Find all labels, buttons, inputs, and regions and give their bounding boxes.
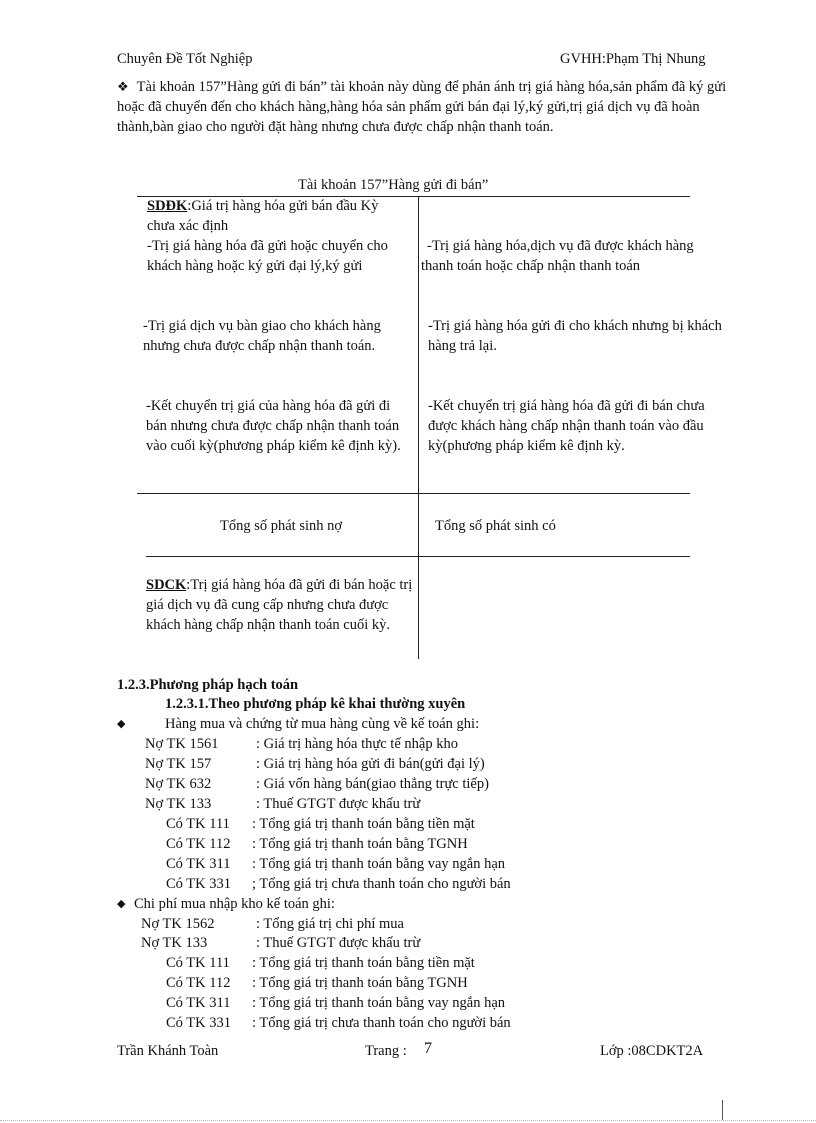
intro-text: Tài khoản 157”Hàng gửi đi bán” tài khoản này dùng để phản ánh trị giá hàng hóa,sản phẩm đã ký gửi hoặc đã chuyển đến cho khách hàng,hàng hóa sản phẩm gửi bán đại lý,ký gửi,trị giá dịch vụ đã hoàn thành,bàn giao cho người đặt hàng nhưng chưa được chấp nhận thanh toán. <box>117 79 727 135</box>
entry-account: Có TK 112 <box>166 975 231 991</box>
entry-description: : Tổng giá trị thanh toán bằng TGNH <box>252 836 468 852</box>
header-left: Chuyên Đề Tốt Nghiệp <box>117 51 253 67</box>
entry-account: Nợ TK 133 <box>145 796 212 812</box>
entry-description: : Tổng giá trị thanh toán bằng TGNH <box>252 975 468 991</box>
page-bottom-border <box>0 1120 816 1121</box>
debit-entry-1: -Trị giá hàng hóa đã gửi hoặc chuyển cho khách hàng hoặc ký gửi đại lý,ký gửi <box>147 238 388 274</box>
entry-account: Có TK 111 <box>166 955 230 971</box>
footer-page-label: Trang : <box>365 1043 407 1059</box>
diamond-bullet-icon: ◆ <box>117 898 126 910</box>
entry-account: Có TK 311 <box>166 856 231 872</box>
entry-account: Nợ TK 1561 <box>145 736 219 752</box>
entry-account: Có TK 331 <box>166 876 231 892</box>
footer-author: Trần Khánh Toàn <box>117 1043 219 1059</box>
t-account-title: Tài khoản 157”Hàng gửi đi bán” <box>298 177 489 193</box>
t-account-total-bottom-line <box>146 556 690 557</box>
entry-description: : Thuế GTGT được khấu trừ <box>256 935 421 951</box>
bullet-1-text: Hàng mua và chứng từ mua hàng cùng về kế toán ghi: <box>165 716 480 732</box>
total-credit: Tổng số phát sinh có <box>435 518 556 534</box>
entry-description: : Tổng giá trị thanh toán bằng vay ngắn hạn <box>252 856 506 872</box>
entry-description: : Giá trị hàng hóa thực tế nhập kho <box>256 736 458 752</box>
entry-description: : Thuế GTGT được khấu trừ <box>256 796 421 812</box>
sdck-label: SDCK <box>146 577 187 593</box>
diamond-bullet-icon: ❖ <box>117 79 129 94</box>
entry-description: : Tổng giá trị chi phí mua <box>256 916 404 932</box>
sddk-text: :Giá trị hàng hóa gửi bán đầu Kỳ chưa xác định <box>147 198 379 234</box>
entry-description: : Tổng giá trị thanh toán bằng vay ngắn hạn <box>252 995 506 1011</box>
sdck-text: :Trị giá hàng hóa đã gửi đi bán hoặc trị giá dịch vụ đã cung cấp nhưng chưa được khách hàng chấp nhận thanh toán cuối kỳ. <box>146 577 413 633</box>
credit-entry-2: -Trị giá hàng hóa gửi đi cho khách nhưng bị khách hàng trả lại. <box>428 318 722 354</box>
entry-description: ; Tổng giá trị chưa thanh toán cho người bán <box>252 876 511 892</box>
debit-entry-3: -Kết chuyển trị giá của hàng hóa đã gửi đi bán nhưng chưa được chấp nhận thanh toán vào cuối kỳ(phương pháp kiểm kê định kỳ). <box>146 398 401 454</box>
t-account-divider <box>418 197 419 659</box>
credit-entry-3: -Kết chuyển trị giá hàng hóa đã gửi đi bán chưa được khách hàng chấp nhận thanh toán vào đầu kỳ(phương pháp kiểm kê định kỳ. <box>428 398 705 454</box>
intro-paragraph <box>117 77 727 137</box>
entry-account: Nợ TK 632 <box>145 776 212 792</box>
entry-account: Nợ TK 157 <box>145 756 212 772</box>
debit-entry-2: -Trị giá dịch vụ bàn giao cho khách hàng nhưng chưa được chấp nhận thanh toán. <box>143 318 381 354</box>
entry-description: : Giá vốn hàng bán(giao thẳng trực tiếp) <box>256 776 489 792</box>
entry-description: : Tổng giá trị thanh toán bằng tiền mặt <box>252 816 475 832</box>
entry-description: : Giá trị hàng hóa gửi đi bán(gửi đại lý) <box>256 756 485 772</box>
bullet-2-text: Chi phí mua nhập kho kế toán ghi: <box>134 896 335 912</box>
entry-description: : Tổng giá trị thanh toán bằng tiền mặt <box>252 955 475 971</box>
section-heading: 1.2.3.Phương pháp hạch toán <box>117 677 299 693</box>
sddk-cell <box>147 196 409 236</box>
sdck-cell <box>146 575 416 635</box>
diamond-bullet-icon: ◆ <box>117 718 126 730</box>
entry-description: : Tổng giá trị chưa thanh toán cho người bán <box>252 1015 511 1031</box>
t-account-total-top-line <box>137 493 690 494</box>
sddk-label: SDĐK <box>147 198 188 214</box>
header-right: GVHH:Phạm Thị Nhung <box>560 51 706 67</box>
entry-account: Nợ TK 1562 <box>141 916 215 932</box>
entry-account: Có TK 331 <box>166 1015 231 1031</box>
section-subheading: 1.2.3.1.Theo phương pháp kê khai thường xuyên <box>165 696 466 712</box>
total-debit: Tổng số phát sinh nợ <box>220 518 343 534</box>
footer-class: Lớp :08CDKT2A <box>600 1043 704 1059</box>
footer-page-number: 7 <box>424 1040 432 1057</box>
entry-account: Có TK 311 <box>166 995 231 1011</box>
page-corner-mark <box>722 1100 723 1120</box>
entry-account: Nợ TK 133 <box>141 935 208 951</box>
entry-account: Có TK 111 <box>166 816 230 832</box>
entry-account: Có TK 112 <box>166 836 231 852</box>
credit-entry-1: -Trị giá hàng hóa,dịch vụ đã được khách hàng thanh toán hoặc chấp nhận thanh toán <box>421 238 694 274</box>
